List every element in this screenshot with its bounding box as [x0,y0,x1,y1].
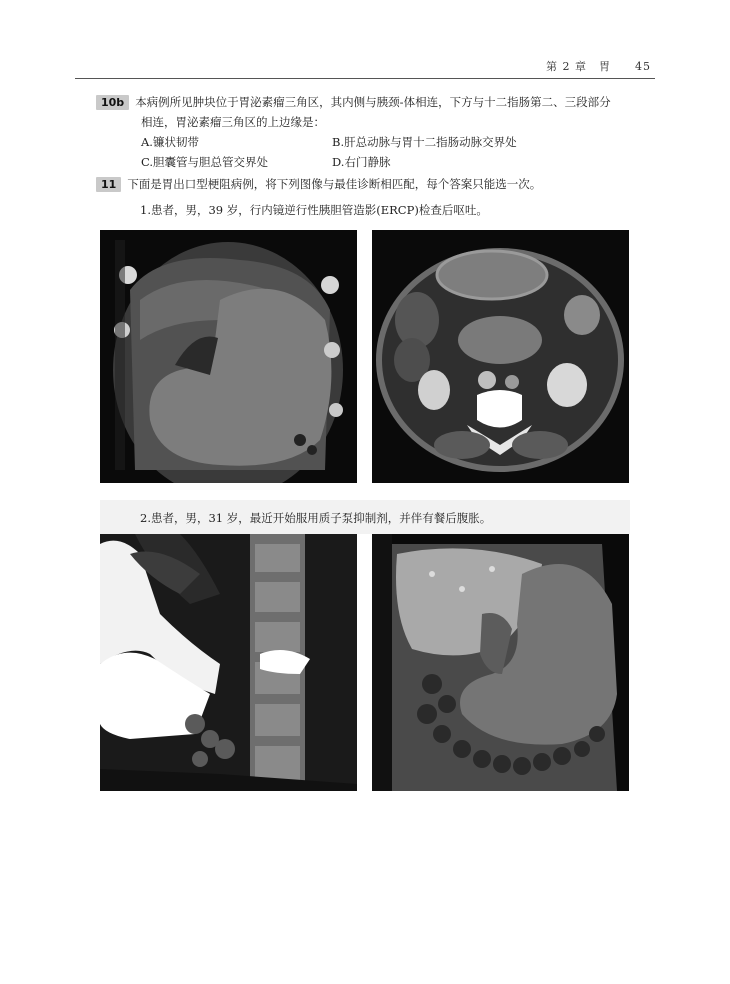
question-text: 下面是胃出口型梗阻病例，将下列图像与最佳诊断相匹配，每个答案只能选一次。 [127,177,542,191]
option-b: B.肝总动脉与胃十二指肠动脉交界处 [332,135,517,149]
ct-coronal-image-1 [100,230,357,483]
case-1-text: 1.患者，男，39 岁，行内镜逆行性胰胆管造影(ERCP)检查后呕吐。 [140,203,488,217]
option-c: C.胆囊管与胆总管交界处 [141,155,269,169]
question-text-line1: 本病例所见肿块位于胃泌素瘤三角区，其内侧与胰颈-体相连，下方与十二指肠第二、三段部分 [135,95,611,109]
question-number: 11 [96,177,121,192]
question-text-line2: 相连，胃泌素瘤三角区的上边缘是： [141,115,325,129]
option-d: D.右门静脉 [332,155,391,169]
page-header [75,56,655,79]
question-11 [96,174,656,194]
barium-study-image [100,534,357,791]
running-head: 第 2 章 胃 45 [546,60,651,73]
question-10b [96,92,656,172]
question-number: 10b [96,95,129,110]
option-a: A.镰状韧带 [141,135,199,149]
case-2-text: 2.患者，男，31 岁，最近开始服用质子泵抑制剂，并伴有餐后腹胀。 [140,511,492,525]
ct-axial-image [372,230,629,483]
ct-coronal-image-2 [372,534,629,791]
